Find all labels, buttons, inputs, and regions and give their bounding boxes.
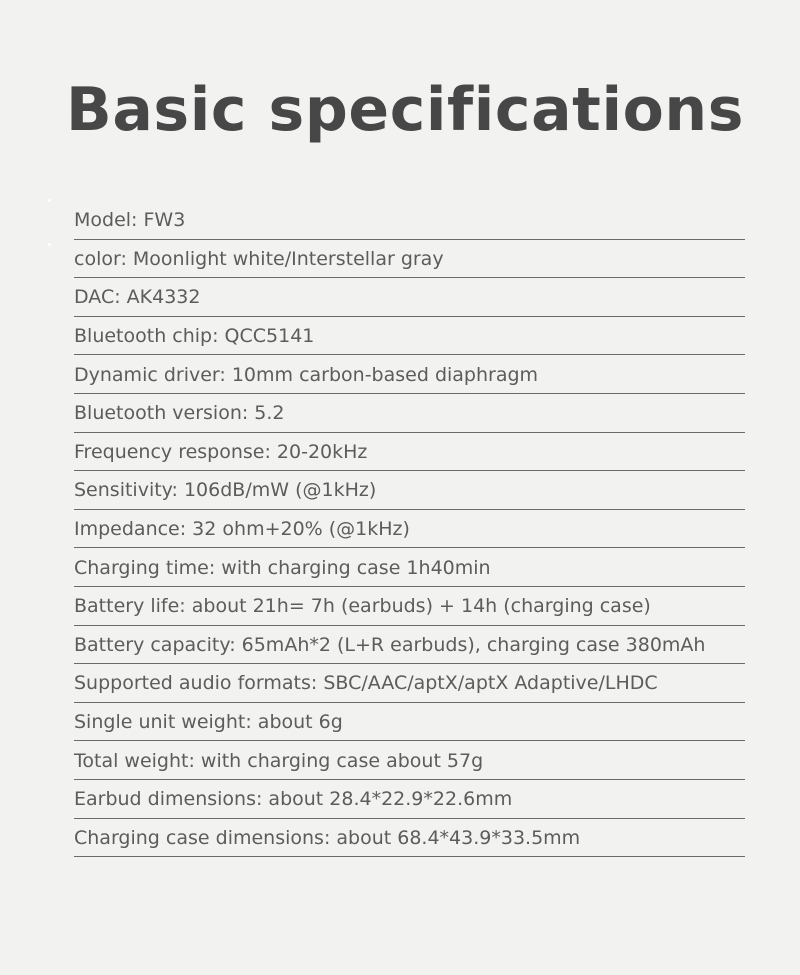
spec-row-bluetooth-chip	[74, 317, 745, 356]
spec-text: Sensitivity: 106dB/mW (@1kHz)	[74, 479, 377, 502]
spec-row-earbud-dimensions	[74, 780, 745, 819]
decorative-dot	[48, 199, 51, 202]
spec-text: Supported audio formats: SBC/AAC/aptX/aptX Adaptive/LHDC	[74, 672, 658, 695]
spec-text: Bluetooth version: 5.2	[74, 402, 285, 425]
spec-text: Charging case dimensions: about 68.4*43.9*33.5mm	[74, 826, 581, 849]
spec-text: Frequency response: 20-20kHz	[74, 440, 368, 463]
spec-row-model	[74, 201, 745, 240]
spec-text: Battery capacity: 65mAh*2 (L+R earbuds), charging case 380mAh	[74, 633, 706, 656]
spec-text: Bluetooth chip: QCC5141	[74, 325, 315, 348]
spec-row-frequency-response	[74, 433, 745, 472]
spec-row-bluetooth-version	[74, 394, 745, 433]
page-title: Basic specifications	[66, 75, 745, 145]
spec-text: Battery life: about 21h= 7h (earbuds) + 14h (charging case)	[74, 595, 651, 618]
spec-row-charging-time	[74, 548, 745, 587]
spec-text: Model: FW3	[74, 209, 186, 232]
spec-row-color	[74, 240, 745, 279]
decorative-dot	[48, 243, 51, 246]
spec-text: Total weight: with charging case about 57g	[74, 749, 484, 772]
spec-text: Earbud dimensions: about 28.4*22.9*22.6mm	[74, 788, 513, 811]
spec-list	[74, 201, 745, 857]
spec-row-battery-capacity	[74, 626, 745, 665]
spec-text: DAC: AK4332	[74, 286, 201, 309]
spec-text: Impedance: 32 ohm+20% (@1kHz)	[74, 518, 410, 541]
spec-row-sensitivity	[74, 471, 745, 510]
spec-row-case-dimensions	[74, 819, 745, 858]
spec-row-impedance	[74, 510, 745, 549]
spec-text: Single unit weight: about 6g	[74, 711, 343, 734]
spec-row-unit-weight	[74, 703, 745, 742]
spec-row-total-weight	[74, 741, 745, 780]
spec-text: Charging time: with charging case 1h40min	[74, 556, 491, 579]
spec-row-dynamic-driver	[74, 355, 745, 394]
spec-row-battery-life	[74, 587, 745, 626]
spec-text: color: Moonlight white/Interstellar gray	[74, 247, 444, 270]
spec-text: Dynamic driver: 10mm carbon-based diaphragm	[74, 363, 539, 386]
spec-row-audio-formats	[74, 664, 745, 703]
spec-row-dac	[74, 278, 745, 317]
